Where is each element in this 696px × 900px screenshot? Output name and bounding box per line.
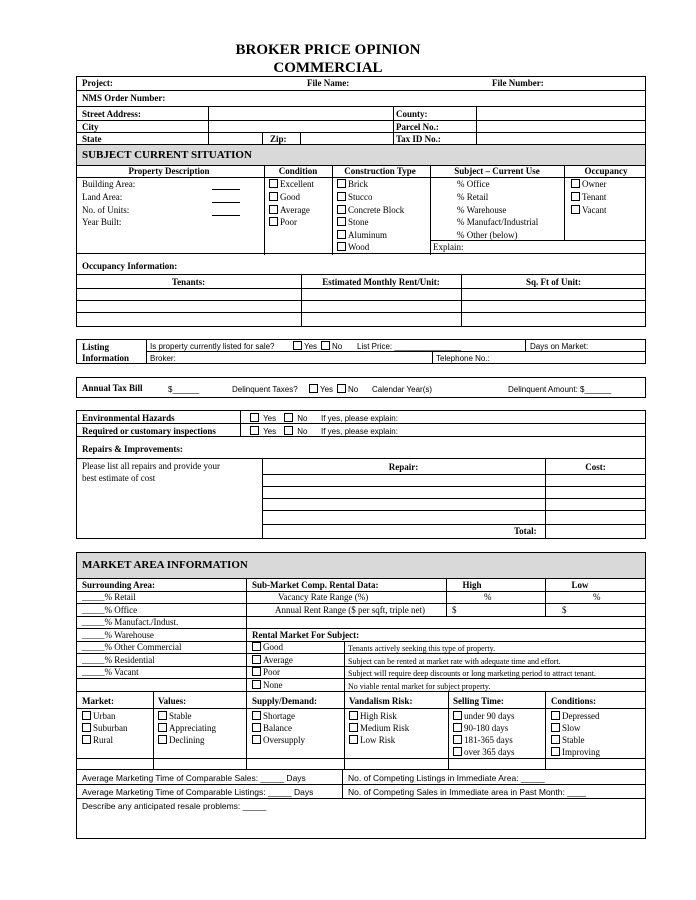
cond-stable[interactable]: Stable xyxy=(551,735,585,746)
annual-tax-amount: $______ xyxy=(168,385,200,394)
area-office: _____% Office xyxy=(82,605,138,615)
county-label: County: xyxy=(396,109,428,119)
env-hazards-label: Environmental Hazards xyxy=(82,413,175,423)
rent-header: Estimated Monthly Rent/Unit: xyxy=(322,277,440,287)
supply-oversupply[interactable]: Oversupply xyxy=(252,735,305,746)
rental-good[interactable]: Good xyxy=(252,642,283,653)
insp-yes[interactable]: Yes xyxy=(250,426,276,437)
cond-improving[interactable]: Improving xyxy=(551,747,600,758)
use-manufact: % Manufact/Industrial xyxy=(457,217,539,227)
resale-problems: Describe any anticipated resale problems: _____ xyxy=(82,801,267,811)
repairs-instruction-2: best estimate of cost xyxy=(82,473,156,483)
vacancy-low-pct: % xyxy=(593,592,601,602)
market-col: Market: xyxy=(82,696,114,706)
tax-id-label: Tax ID No.: xyxy=(396,134,441,144)
selling-90-180[interactable]: 90-180 days xyxy=(453,723,508,734)
occupancy-tenant[interactable]: Tenant xyxy=(571,192,606,203)
delinquent-no[interactable]: No xyxy=(337,384,358,395)
annual-rent-range: Annual Rent Range ($ per sqft, triple net) xyxy=(275,605,425,615)
use-other: % Other (below) xyxy=(457,230,518,240)
annual-tax-label: Annual Tax Bill xyxy=(82,383,143,393)
use-retail: % Retail xyxy=(457,192,489,202)
selling-under-90[interactable]: under 90 days xyxy=(453,711,515,722)
market-urban[interactable]: Urban xyxy=(82,711,116,722)
rental-none[interactable]: None xyxy=(252,680,283,691)
state-label: State xyxy=(82,134,102,144)
rental-good-desc: Tenants actively seeking this type of property. xyxy=(348,644,496,653)
file-number-label: File Number: xyxy=(492,78,544,88)
broker-label: Broker: xyxy=(150,354,176,363)
high-header: High xyxy=(462,580,482,590)
listed-yes[interactable]: Yes xyxy=(293,341,317,352)
insp-no[interactable]: No xyxy=(284,426,307,437)
occupancy-info-label: Occupancy Information: xyxy=(82,261,178,271)
construction-stone[interactable]: Stone xyxy=(337,217,369,228)
area-warehouse: _____% Warehouse xyxy=(82,630,154,640)
construction-concrete[interactable]: Concrete Block xyxy=(337,205,404,216)
rental-none-desc: No viable rental market for subject property. xyxy=(348,682,491,691)
use-office: % Office xyxy=(457,179,490,189)
vandal-medium[interactable]: Medium Risk xyxy=(349,723,409,734)
repair-header: Repair: xyxy=(388,462,419,472)
supply-col: Supply/Demand: xyxy=(252,696,318,706)
building-area: Building Area: xyxy=(82,179,136,189)
market-rural[interactable]: Rural xyxy=(82,735,113,746)
avg-listings-time: Average Marketing Time of Comparable Listings: _____ Days xyxy=(82,787,314,797)
area-other: _____% Other Commercial xyxy=(82,642,182,652)
street-label: Street Address: xyxy=(82,109,141,119)
listed-question: Is property currently listed for sale? xyxy=(150,342,275,351)
condition-excellent[interactable]: Excellent xyxy=(269,179,314,190)
list-price: List Price: _______________ xyxy=(357,342,462,351)
rental-poor-desc: Subject will require deep discounts or long marketing period to attract tenant. xyxy=(348,669,596,678)
inspections-label: Required or customary inspections xyxy=(82,426,216,436)
listing-label: Listing xyxy=(82,342,110,352)
selling-col: Selling Time: xyxy=(453,696,504,706)
values-col: Values: xyxy=(158,696,187,706)
occupancy-vacant[interactable]: Vacant xyxy=(571,205,607,216)
insp-explain: If yes, please explain: xyxy=(321,427,398,436)
form-title: BROKER PRICE OPINION xyxy=(235,42,421,58)
use-warehouse: % Warehouse xyxy=(457,205,507,215)
rental-poor[interactable]: Poor xyxy=(252,667,280,678)
col-occupancy: Occupancy xyxy=(584,166,628,176)
values-appreciating[interactable]: Appreciating xyxy=(158,723,216,734)
calendar-years: Calendar Year(s) xyxy=(372,385,433,394)
env-yes[interactable]: Yes xyxy=(250,413,276,424)
delinquent-taxes-label: Delinquent Taxes? xyxy=(232,385,298,394)
repairs-instruction-1: Please list all repairs and provide your xyxy=(82,461,220,471)
parcel-label: Parcel No.: xyxy=(396,122,439,132)
area-manufact: _____% Manufact./Indust. xyxy=(82,617,179,627)
env-explain: If yes, please explain: xyxy=(321,414,398,423)
zip-label: Zip: xyxy=(270,134,287,144)
vacancy-high-pct: % xyxy=(484,592,492,602)
delinquent-amount: Delinquent Amount: $______ xyxy=(508,385,612,394)
col-construction: Construction Type xyxy=(344,166,416,176)
delinquent-yes[interactable]: Yes xyxy=(309,384,333,395)
col-current-use: Subject – Current Use xyxy=(454,166,540,176)
values-declining[interactable]: Declining xyxy=(158,735,205,746)
use-explain: Explain: xyxy=(433,242,464,252)
vacancy-range: Vacancy Rate Range (%) xyxy=(278,592,369,602)
supply-shortage[interactable]: Shortage xyxy=(252,711,295,722)
vandal-low[interactable]: Low Risk xyxy=(349,735,395,746)
submarket-label: Sub-Market Comp. Rental Data: xyxy=(252,580,379,590)
rent-low-dollar: $ xyxy=(562,605,567,615)
rental-market-label: Rental Market For Subject: xyxy=(252,630,360,640)
env-no[interactable]: No xyxy=(284,413,307,424)
repairs-label: Repairs & Improvements: xyxy=(82,444,183,454)
telephone-label: Telephone No.: xyxy=(436,354,490,363)
area-residential: _____% Residential xyxy=(82,655,155,665)
conditions-col: Conditions: xyxy=(551,696,597,706)
construction-stucco[interactable]: Stucco xyxy=(337,192,373,203)
area-retail: _____% Retail xyxy=(82,592,136,602)
avg-sales-time: Average Marketing Time of Comparable Sales: _____ Days xyxy=(82,773,306,783)
no-of-units: No. of Units: xyxy=(82,205,130,215)
rental-average-desc: Subject can be rented at market rate with adequate time and effort. xyxy=(348,657,561,666)
information-label: Information xyxy=(82,353,129,363)
nms-order-label: NMS Order Number: xyxy=(82,93,166,103)
cond-depressed[interactable]: Depressed xyxy=(551,711,600,722)
competing-sales: No. of Competing Sales in Immediate area in Past Month: ____ xyxy=(348,787,587,797)
rental-average[interactable]: Average xyxy=(252,655,293,666)
supply-balance[interactable]: Balance xyxy=(252,723,292,734)
area-vacant: _____% Vacant xyxy=(82,667,139,677)
subject-heading: SUBJECT CURRENT SITUATION xyxy=(82,149,252,161)
cost-header: Cost: xyxy=(585,462,606,472)
land-area: Land Area: xyxy=(82,192,123,202)
city-label: City xyxy=(82,122,99,132)
condition-poor[interactable]: Poor xyxy=(269,217,297,228)
selling-over-365[interactable]: over 365 days xyxy=(453,747,515,758)
selling-181-365[interactable]: 181-365 days xyxy=(453,735,513,746)
year-built: Year Built: xyxy=(82,217,122,227)
market-heading: MARKET AREA INFORMATION xyxy=(82,559,248,571)
sqft-header: Sq. Ft of Unit: xyxy=(525,277,581,287)
days-on-market: Days on Market: xyxy=(530,342,589,351)
listed-no[interactable]: No xyxy=(321,341,342,352)
file-name-label: File Name: xyxy=(307,78,350,88)
form-subtitle: COMMERCIAL xyxy=(273,60,383,76)
competing-listings: No. of Competing Listings in Immediate Area: _____ xyxy=(348,773,545,783)
vandal-high[interactable]: High Risk xyxy=(349,711,397,722)
total-label: Total: xyxy=(514,526,537,536)
tenants-header: Tenants: xyxy=(171,277,206,287)
condition-good[interactable]: Good xyxy=(269,192,300,203)
construction-brick[interactable]: Brick xyxy=(337,179,368,190)
low-header: Low xyxy=(571,580,589,590)
vandal-col: Vandalism Risk: xyxy=(349,696,413,706)
project-label: Project: xyxy=(82,78,113,88)
values-stable[interactable]: Stable xyxy=(158,711,192,722)
construction-wood[interactable]: Wood xyxy=(337,242,369,253)
surrounding-label: Surrounding Area: xyxy=(82,580,155,590)
occupancy-owner[interactable]: Owner xyxy=(571,179,607,190)
construction-aluminum[interactable]: Aluminum xyxy=(337,230,387,241)
cond-slow[interactable]: Slow xyxy=(551,723,581,734)
condition-average[interactable]: Average xyxy=(269,205,310,216)
market-suburban[interactable]: Suburban xyxy=(82,723,128,734)
rent-high-dollar: $ xyxy=(452,605,457,615)
col-property-description: Property Description xyxy=(128,166,210,176)
col-condition: Condition xyxy=(278,166,318,176)
